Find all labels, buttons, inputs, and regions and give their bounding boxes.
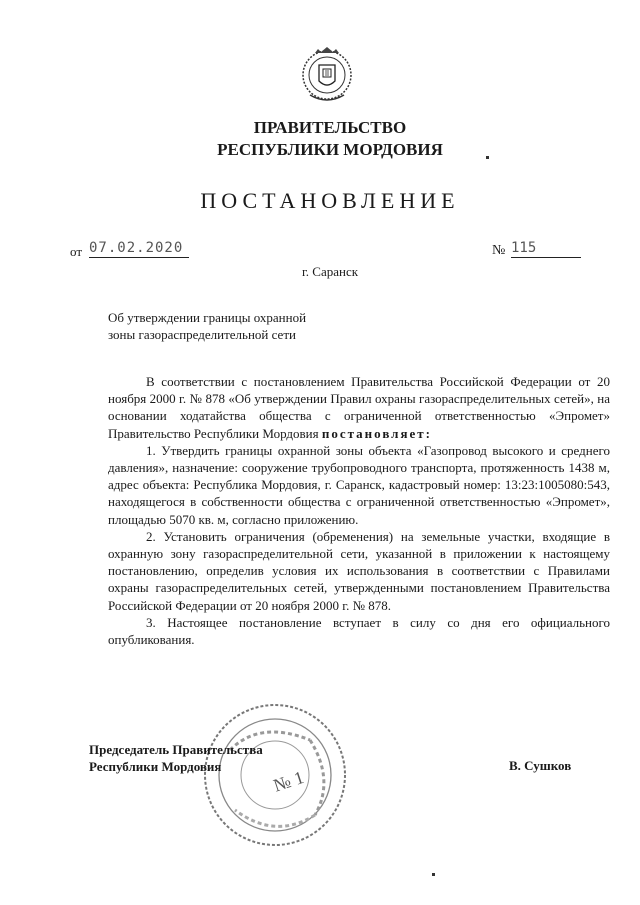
paragraph-item-2: 2. Установить ограничения (обременения) на земельные участки, входящие в охранную зону газораспределительной сети, указанной в приложении к настоящему постановлению, определив условия их использования в соответствии с Правилами охраны газораспределительных сетей, утвержденными постановлением Правительства Российской Федерации от 20 ноября 2000 г. № 878. <box>108 528 610 613</box>
paragraph-preamble <box>108 373 610 442</box>
official-stamp <box>200 700 350 850</box>
coat-of-arms-emblem <box>300 45 354 107</box>
signatory-position <box>89 741 263 775</box>
subject-line1: Об утверждении границы охранной <box>108 310 307 325</box>
decree-body <box>108 373 610 648</box>
preamble-text: В соответствии с постановлением Правительства Российской Федерации от 20 ноября 2000 г. № 878 «Об утверждении Правил охраны газораспределительных сетей», на основании ходатайства общества с ограниченной ответственностью «Эпромет» Правительство Республики Мордовия <box>108 374 610 441</box>
signatory-position-line1: Председатель Правительства <box>89 742 263 757</box>
document-date: 07.02.2020 <box>89 240 189 258</box>
date-prefix: от <box>70 244 83 259</box>
stamp-number: № 1 <box>270 767 307 796</box>
government-name-line1: ПРАВИТЕЛЬСТВО <box>253 118 407 137</box>
document-type-title: ПОСТАНОВЛЕНИЕ <box>200 188 460 213</box>
paragraph-item-1: 1. Утвердить границы охранной зоны объекта «Газопровод высокого и среднего давления», назначение: сооружение трубопроводного транспорта, протяженность 1438 м, адрес объекта: Республика Мордовия, г. Саранск, кадастровый номер: 13:23:1005080:543, находящегося в собственности общества с ограниченной ответственностью «Эпромет», площадью 5070 кв. м, согласно приложению. <box>108 442 610 527</box>
number-prefix: № <box>492 243 506 258</box>
decree-keyword: постановляет: <box>321 425 432 441</box>
government-name-line2: РЕСПУБЛИКИ МОРДОВИЯ <box>217 140 443 159</box>
signatory-name: В. Сушков <box>509 758 572 773</box>
subject-line2: зоны газораспределительной сети <box>108 327 296 342</box>
document-number: 115 <box>511 240 581 258</box>
signatory-position-line2: Республики Мордовия <box>89 759 222 774</box>
city-label: г. Саранск <box>301 264 359 279</box>
scan-speck <box>432 873 435 876</box>
paragraph-item-3: 3. Настоящее постановление вступает в силу со дня его официального опубликования. <box>108 614 610 648</box>
subject-block <box>108 309 368 343</box>
scan-speck <box>486 156 489 159</box>
